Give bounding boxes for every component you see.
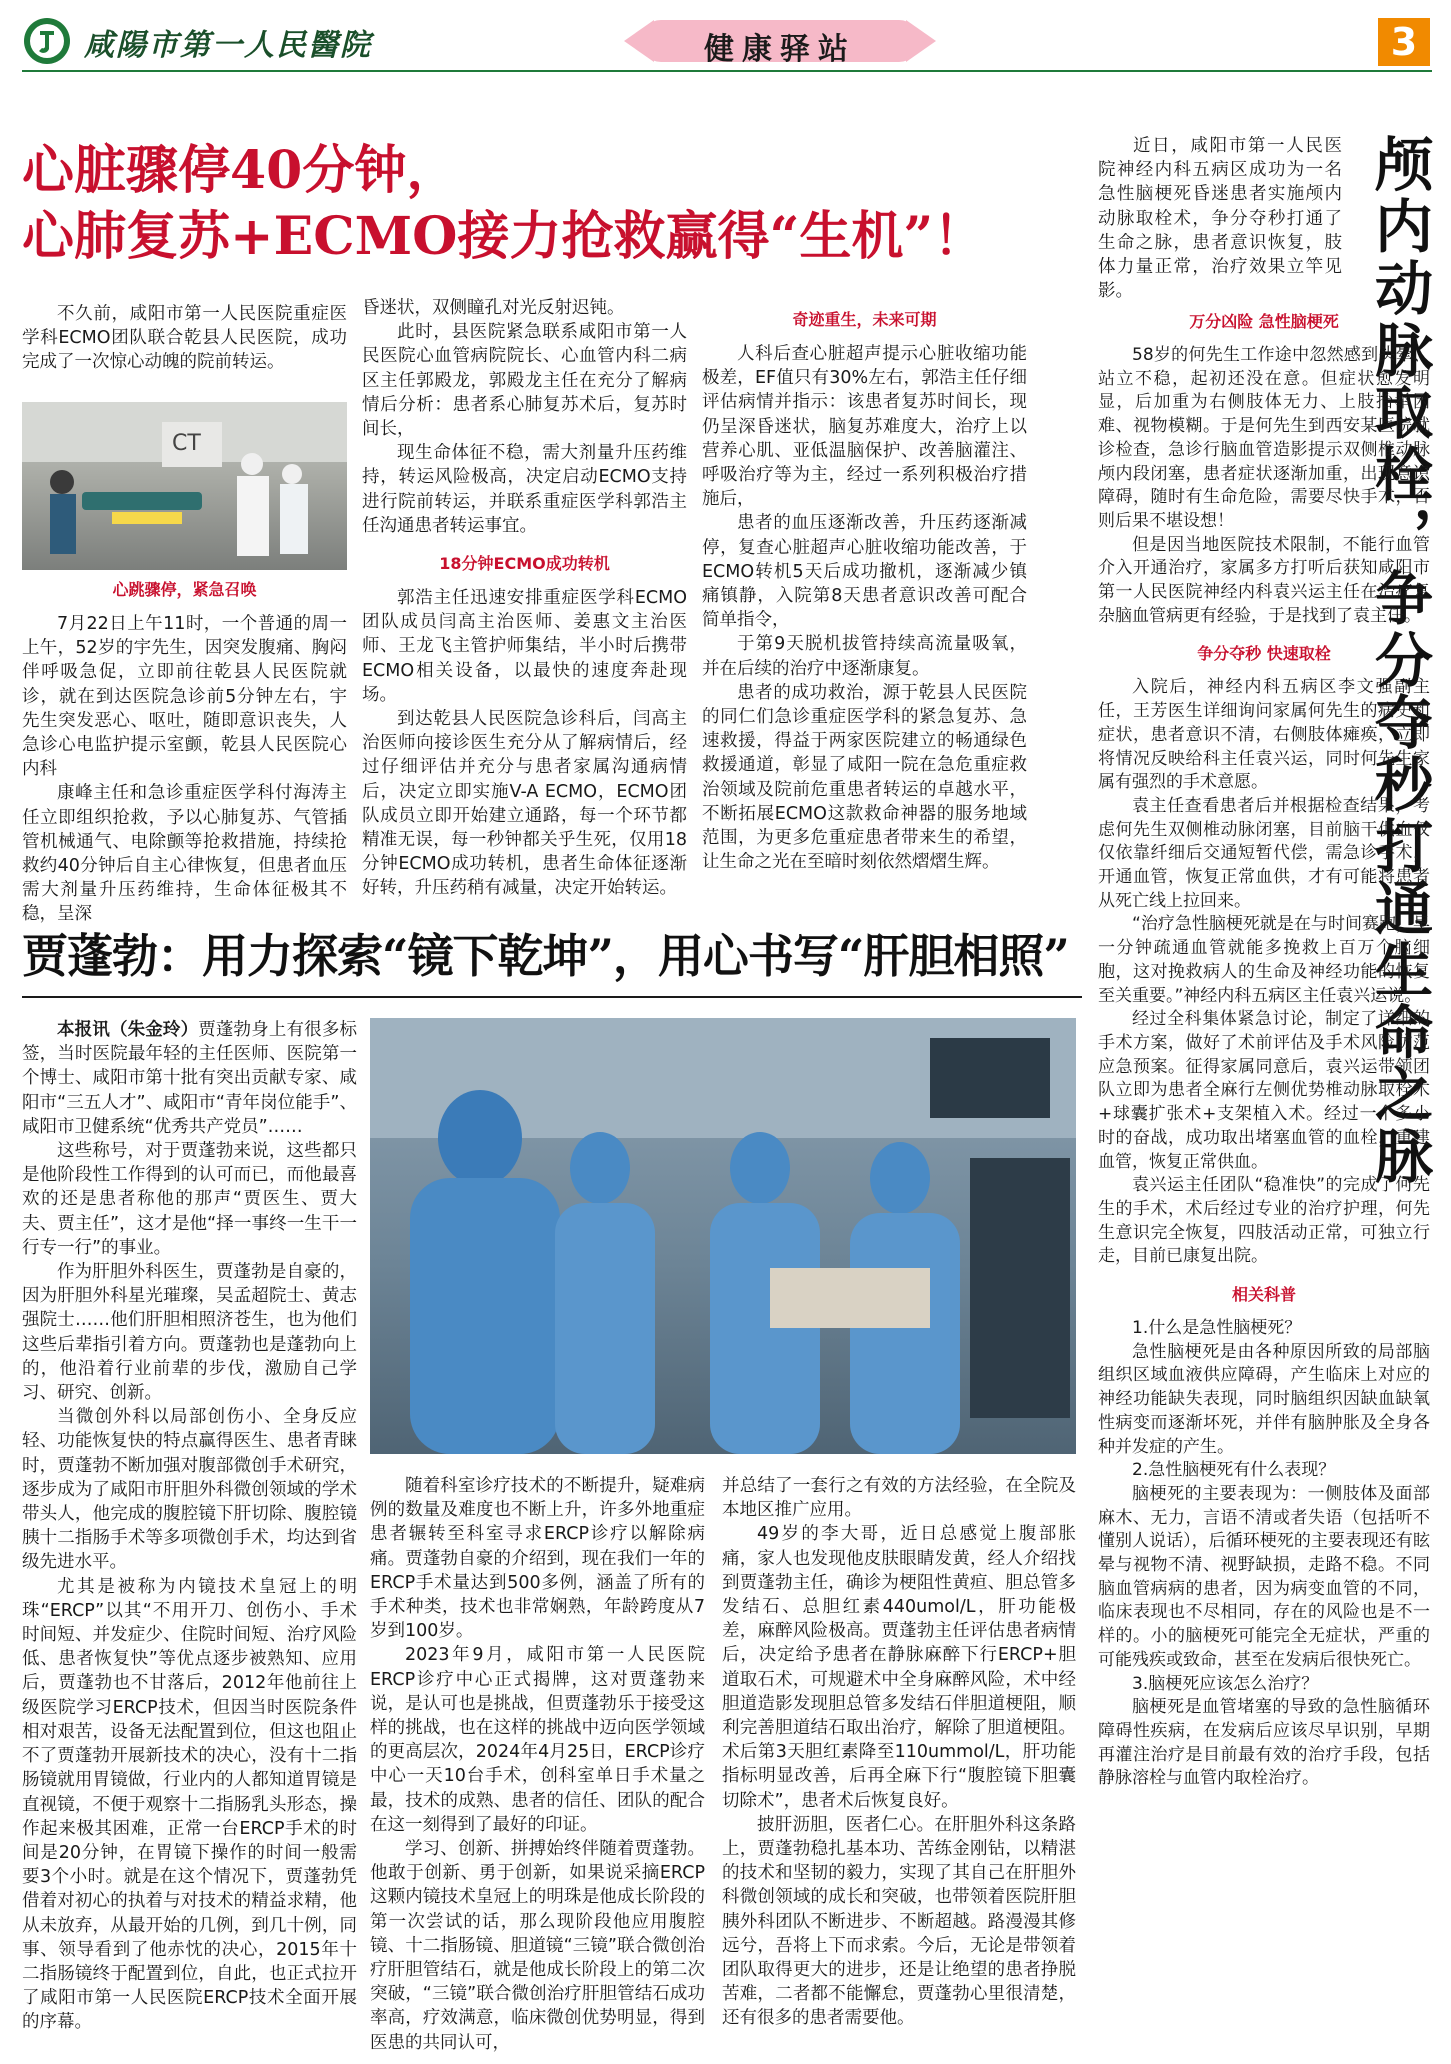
paragraph: 并总结了一套行之有效的方法经验，在全院及本地区推广应用。 (722, 1476, 1076, 1521)
article2-body (1098, 310, 1430, 1791)
subheading: 万分凶险 急性脑梗死 (1189, 312, 1339, 331)
paragraph: 披肝沥胆，医者仁心。在肝胆外科这条路上，贾蓬勃稳扎基本功、苦练金刚钻，以精湛的技术和坚韧的毅力，实现了其自己在肝胆外科微创领域的成长和突破，也带领着医院肝胆胰外科团队不断进步、不断超越。路漫漫其修远兮，吾将上下而求索。今后，无论是带领着团队取得更大的进步，还是让绝望的患者挣脱苦难，二者都不能懈怠，贾蓬勃心里很清楚，还有很多的患者需要他。 (722, 1814, 1076, 2029)
article3-title-rule (22, 996, 1082, 998)
paragraph (22, 1018, 357, 1139)
article3-title: 贾蓬勃：用力探索“镜下乾坤”，用心书写“肝胆相照” (22, 929, 1069, 983)
emergency-scene-icon (22, 402, 347, 570)
paragraph: 近日，咸阳市第一人民医院神经内科五病区成功为一名急性脑梗死昏迷患者实施颅内动脉取栓术，争分夺秒打通了生命之脉，患者意识恢复，肢体力量正常，治疗效果立竿见影。 (1098, 136, 1342, 302)
article1-column3 (702, 308, 1027, 874)
masthead (0, 0, 1451, 70)
subheading: 争分夺秒 快速取栓 (1197, 644, 1331, 664)
paragraph: 49岁的李大哥，近日总感觉上腹部胀痛，家人也发现他皮肤眼睛发黄，经人介绍找到贾蓬勃主任，确诊为梗阻性黄疸、胆总管多发结石、总胆红素440umol/L，肝功能极差，麻醉风险极高。贾蓬勃主任评估患者病情后，决定给予患者在静脉麻醉下行ERCP+胆道取石术，可规避术中全身麻醉风险，术中经胆道造影发现胆总管多发结石伴胆道梗阻，顺利完善胆道结石取出治疗，解除了胆道梗阻。术后第3天胆红素降至110ummol/L，肝功能指标明显改善，后再全麻下行“腹腔镜下胆囊切除术”，患者术后恢复良好。 (722, 1524, 1076, 1811)
section-title: 健康驿站 (704, 32, 856, 67)
paragraph: 尤其是被称为内镜技术皇冠上的明珠“ERCP”以其“不用开刀、创伤小、手术时间短、并发症少、住院时间短、治疗风险低、患者恢复快”等优点逐步被熟知、应用后，贾蓬勃也不甘落后，2012年他前往上级医院学习ERCP技术，但因当时医院条件相对艰苦，设备无法配置到位，但这也阻止不了贾蓬勃开展新技术的决心，没有十二指肠镜就用胃镜做，行业内的人都知道胃镜是直视镜，不便于观察十二指肠乳头形态，操作起来极其困难，正常一台ERCP手术的时间是20分钟，在胃镜下操作的时间一般需要3个小时。就是在这个情况下，贾蓬勃凭借着对初心的执着与对技术的精益求精，他从未放弃，从最开始的几例，到几十例，同事、领导看到了他赤忱的决心，2015年十二指肠镜终于配置到位，自此，也正式拉开了咸阳市第一人民医院ERCP技术全面开展的序幕。 (22, 1576, 357, 2033)
paragraph: 袁主任查看患者后并根据检查结果，考虑何先生双侧椎动脉闭塞，目前脑干供血仅仅依靠纤细后交通短暂代偿，需急诊手术，开通血管，恢复正常血供，才有可能将患者从死亡线上拉回来。 (1098, 795, 1430, 911)
paragraph: 学习、创新、拼搏始终伴随着贾蓬勃。他敢于创新、勇于创新，如果说采摘ERCP这颗内镜技术皇冠上的明珠是他成长阶段的第一次尝试的话，那么现阶段他应用腹腔镜、十二指肠镜、胆道镜“三镜”联合微创治疗肝胆管结石，就是他成长阶段上的第二次突破，“三镜”联合微创治疗肝胆管结石成功率高，疗效满意，临床微创优势明显，得到医患的共同认可， (370, 1839, 705, 2053)
article2-title: 颅内动脉取栓，争分夺秒打通生命之脉 (1365, 134, 1433, 1188)
article3-column1 (22, 1018, 357, 2035)
paragraph: 现生命体征不稳，需大剂量升压药维持，转运风险极高，决定启动ECMO支持进行院前转运，并联系重症医学科郭浩主任沟通患者转运事宜。 (362, 443, 687, 536)
paragraph: 急性脑梗死是由各种原因所致的局部脑组织区域血液供应障碍，产生临床上对应的神经功能缺失表现，同时脑组织因缺血缺氧性病变而逐渐坏死，并伴有脑肿胀及全身各种并发症的产生。 (1098, 1341, 1430, 1457)
paragraph: 7月22日上午11时，一个普通的周一上午，52岁的宇先生，因突发腹痛、胸闷伴呼吸急促，立即前往乾县人民医院就诊，就在到达医院急诊前5分钟左右，宇先生突发恶心、呕吐，随即意识丧失，人急诊心电监护提示室颤，乾县人民医院心内科 (22, 614, 347, 780)
paragraph: 人科后查心脏超声提示心脏收缩功能极差，EF值只有30%左右，郭浩主任仔细评估病情并指示：该患者复苏时间长，现仍呈深昏迷状，脑复苏难度大，治疗上以营养心肌、亚低温脑保护、改善脑灌注、呼吸治疗等为主，经过一系列积极治疗措施后， (702, 344, 1027, 510)
page-number: 3 (1378, 18, 1430, 66)
paragraph: 此时，县医院紧急联系咸阳市第一人民医院心血管病院院长、心血管内科二病区主任郭殿龙，郭殿龙主任在充分了解病情后分析：患者系心肺复苏术后，复苏时间长， (362, 322, 687, 440)
paragraph: 不久前，咸阳市第一人民医院重症医学科ECMO团队联合乾县人民医院，成功完成了一次惊心动魄的院前转运。 (22, 304, 347, 373)
byline: 本报讯（朱金玲） (57, 1020, 199, 1040)
paragraph: 这些称号，对于贾蓬勃来说，这些都只是他阶段性工作得到的认可而已，而他最喜欢的还是患者称他的那声“贾医生、贾大夫、贾主任”，这才是他“择一事终一生干一行专一行”的事业。 (22, 1141, 357, 1258)
article1-column1 (22, 302, 347, 375)
paragraph: 脑梗死的主要表现为：一侧肢体及面部麻木、无力，言语不清或者失语（包括听不懂别人说话），后循环梗死的主要表现还有眩晕与视物不清、视野缺损，走路不稳。不同脑血管病病的患者，因为病变血管的不同，临床表现也不尽相同，存在的风险也是不一样的。小的脑梗死可能完全无症状，严重的可能残疾或致命，甚至在发病后很快死亡。 (1098, 1483, 1430, 1670)
svg-text:CT: CT (172, 431, 201, 456)
article1-column2 (362, 296, 687, 901)
paragraph: 入院后，神经内科五病区李文强副主任，王芳医生详细询问家属何先生的病史和症状，患者意识不清，右侧肢体瘫痪，立即将情况反映给科主任袁兴运，同时何先生家属有强烈的手术意愿。 (1098, 677, 1430, 793)
paragraph: 到达乾县人民医院急诊科后，闫高主治医师向接诊医生充分从了解病情后，经过仔细评估并充分与患者家属沟通病情后，决定立即实施V-A ECMO，ECMO团队成员立即开始建立通路，每一个环节都精准无误，每一秒钟都关乎生死，仅用18分钟ECMO成功转机，患者生命体征逐渐好转，升压药稍有减量，决定开始转运。 (362, 709, 687, 899)
paragraph: 昏迷状，双侧瞳孔对光反射迟钝。 (362, 298, 625, 318)
hospital-logo-icon (22, 16, 72, 66)
subheading: 奇迹重生，未来可期 (792, 310, 937, 329)
question: 3.脑梗死应该怎么治疗？ (1132, 1673, 1319, 1694)
paragraph: 经过全科集体紧急讨论，制定了详细的手术方案，做好了术前评估及手术风险防范应急预案。征得家属同意后，袁兴运带领团队立即为患者全麻行左侧优势椎动脉取栓术+球囊扩张术+支架植入术。经过一个多小时的奋战，成功取出堵塞血管的血栓，重建血管，恢复正常供血。 (1098, 1009, 1430, 1172)
article3-column3 (722, 1474, 1076, 2031)
paragraph: 随着科室诊疗技术的不断提升，疑难病例的数量及难度也不断上升，许多外地重症患者辗转至科室寻求ERCP诊疗以解除病痛。贾蓬勃自豪的介绍到，现在我们一年的ERCP手术量达到500多例，涵盖了所有的手术种类，技术也非常娴熟，年龄跨度从7岁到100岁。 (370, 1476, 705, 1642)
paragraph: 袁兴运主任团队“稳准快”的完成了何先生的手术，术后经过专业的治疗护理，何先生意识完全恢复，四肢活动正常，可独立行走，目前已康复出院。 (1098, 1175, 1430, 1267)
surgery-team-icon (370, 1018, 1076, 1454)
paragraph: “治疗急性脑梗死就是在与时间赛跑，早一分钟疏通血管就能多挽救上百万个脑细胞，这对挽救病人的生命及神经功能的恢复至关重要。”神经内科五病区主任袁兴运说。 (1098, 914, 1430, 1006)
paragraph: 当微创外科以局部创伤小、全身反应轻、功能恢复快的特点赢得医生、患者青睐时，贾蓬勃不断加强对腹部微创手术研究，逐步成为了咸阳市肝胆外科微创领域的学术带头人，他完成的腹腔镜下肝切除、腹腔镜胰十二指肠手术等多项微创手术，均达到省级先进水平。 (22, 1407, 357, 1573)
paragraph: 患者的成功救治，源于乾县人民医院的同仁们急诊重症医学科的紧急复苏、急速救援，得益于两家医院建立的畅通绿色救援通道，彰显了咸阳一院在急危重症救治领域及院前危重患者转运的卓越水平，不断拓展ECMO这款救命神器的服务地域范围，为更多危重症患者带来生的希望，让生命之光在至暗时刻依然熠熠生辉。 (702, 682, 1027, 873)
paragraph: 患者的血压逐渐改善，升压药逐渐减停，复查心脏超声心脏收缩功能改善，于ECMO转机5天后成功撤机，逐渐减少镇痛镇静，入院第8天患者意识改善可配合简单指令， (702, 513, 1027, 631)
paragraph: 2023年9月，咸阳市第一人民医院ERCP诊疗中心正式揭牌，这对贾蓬勃来说，是认可也是挑战，但贾蓬勃乐于接受这样的挑战，也在这样的挑战中迈向医学领域的更高层次，2024年4月25日，ERCP诊疗中心一天10台手术，创科室单日手术量之最，技术的成熟、患者的信任、团队的配合在这一刻得到了最好的印证。 (370, 1645, 705, 1835)
paragraph: 于第9天脱机拔管持续高流量吸氧，并在后续的治疗中逐渐康复。 (702, 634, 1027, 679)
hospital-name: 咸陽市第一人民醫院 (84, 28, 372, 63)
paragraph: 作为肝胆外科医生，贾蓬勃是自豪的，因为肝胆外科星光璀璨，吴孟超院士、黄志强院士……他们肝胆相照济苍生，也为他们这些后辈指引着方向。贾蓬勃也是蓬勃向上的，他沿着行业前辈的步伐，激励自己学习、研究、创新。 (22, 1262, 357, 1404)
masthead-rule (22, 70, 1432, 72)
article1-photo (22, 402, 347, 570)
article3-column2 (370, 1474, 705, 2055)
question: 1.什么是急性脑梗死？ (1132, 1318, 1302, 1339)
paragraph: 但是因当地医院技术限制，不能行血管介入开通治疗，家属多方打听后获知咸阳市第一人民医院神经内科袁兴运主任在治疗复杂脑血管病更有经验，于是找到了袁主任。 (1098, 534, 1430, 626)
article3-photo (370, 1018, 1076, 1454)
subheading: 心跳骤停，紧急召唤 (112, 580, 257, 599)
paragraph-text: 贾蓬勃身上有很多标签，当时医院最年轻的主任医师、医院第一个博士、咸阳市第十批有突出贡献专家、咸阳市“三五人才”、咸阳市“青年岗位能手”、咸阳市卫健系统“优秀共产党员”…… (22, 1020, 357, 1137)
paragraph: 脑梗死是血管堵塞的导致的急性脑循环障碍性疾病，在发病后应该尽早识别，早期再灌注治疗是目前最有效的治疗手段，包括静脉溶栓与血管内取栓治疗。 (1098, 1697, 1430, 1789)
paragraph: 郭浩主任迅速安排重症医学科ECMO团队成员闫高主治医师、姜惠文主治医师、王龙飞主管护师集结，半小时后携带ECMO相关设备，以最快的速度奔赴现场。 (362, 588, 687, 705)
article1-title-line1: 心脏骤停40分钟， (22, 140, 459, 201)
subheading: 18分钟ECMO成功转机 (439, 554, 610, 574)
subheading: 相关科普 (1231, 1285, 1296, 1305)
article1-title-line2: 心肺复苏+ECMO接力抢救赢得“生机”！ (22, 206, 986, 267)
article1-column1-cont (22, 578, 347, 927)
article2-intro (1098, 134, 1342, 303)
paragraph: 58岁的何先生工作途中忽然感到头晕、站立不稳，起初还没在意。但症状愈发明显，后加重为右侧肢体无力、上肢抬举困难、视物模糊。于是何先生到西安某医院就诊检查，急诊行脑血管造影提示双侧椎动脉颅内段闭塞，患者症状逐渐加重，出现意识障碍，随时有生命危险，需要尽快手术，否则后果不堪设想！ (1098, 345, 1430, 531)
paragraph: 康峰主任和急诊重症医学科付海涛主任立即组织抢救，予以心肺复苏、气管插管机械通气、电除颤等抢救措施，持续抢救约40分钟后自主心律恢复，但患者血压需大剂量升压药维持，生命体征极其不稳，呈深 (22, 783, 347, 925)
question: 2.急性脑梗死有什么表现？ (1132, 1460, 1336, 1481)
